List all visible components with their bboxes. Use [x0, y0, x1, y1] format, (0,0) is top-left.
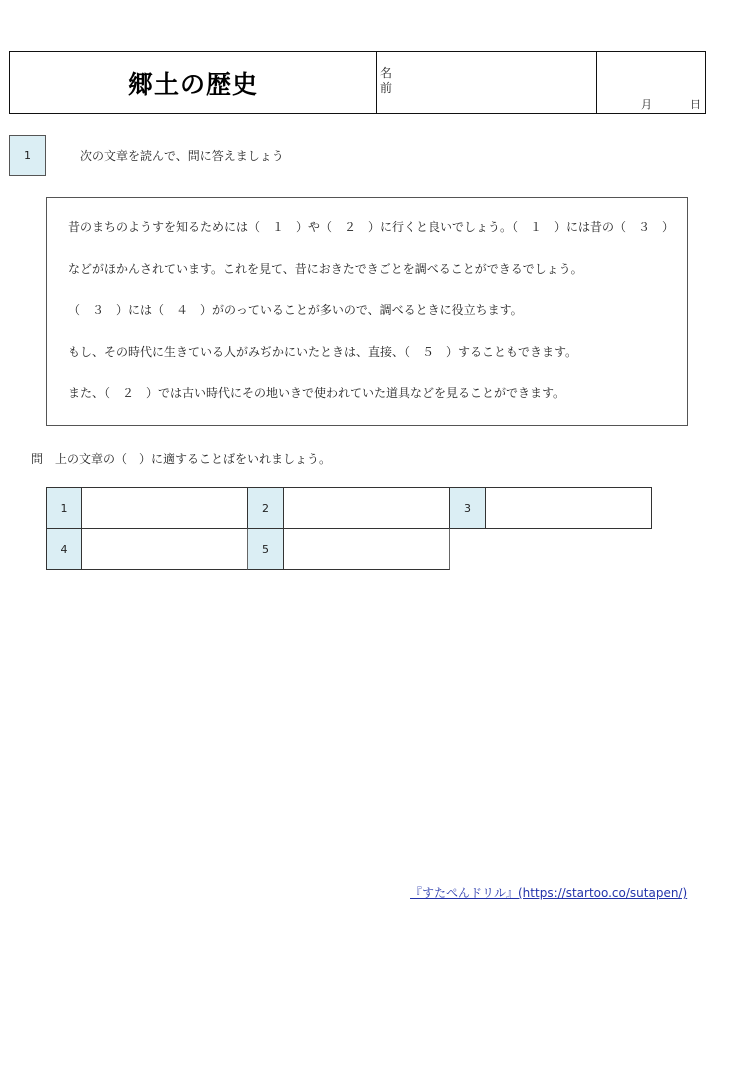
question-prompt: 問 上の文章の（ ）に適することばをいれましょう。 — [31, 452, 332, 466]
answer-cell-3 — [450, 487, 652, 529]
date-field[interactable] — [597, 52, 705, 113]
passage-line: （ ３ ）には（ ４ ）がのっていることが多いので、調べるときに役立ちます。 — [68, 303, 523, 318]
answer-cell-5 — [248, 528, 450, 570]
source-link[interactable]: 『すたぺんドリル』(https://startoo.co/sutapen/) — [410, 886, 688, 900]
answer-grid — [46, 487, 652, 570]
question-number-badge: 1 — [9, 135, 46, 176]
answer-number: 1 — [46, 487, 82, 529]
page-title: 郷土の歴史 — [127, 69, 258, 99]
passage-line: などがほかんされています。これを見て、昔におきたできごとを調べることができるでしょう。 — [68, 261, 583, 276]
answer-input-1[interactable] — [82, 487, 248, 529]
passage-line: 昔のまちのようすを知るためには（ １ ）や（ ２ ）に行くと良いでしょう。（ １ ）には昔の（ ３ ） — [68, 220, 675, 234]
day-label: 日 — [690, 98, 701, 111]
name-field[interactable] — [377, 52, 597, 113]
answer-input-5[interactable] — [284, 528, 450, 570]
reading-passage — [46, 197, 688, 426]
passage-line: もし、その時代に生きている人がみぢかにいたときは、直接、（ ５ ）することもできます。 — [68, 344, 578, 359]
month-label: 月 — [641, 98, 652, 111]
answer-number: 3 — [450, 487, 486, 529]
name-label: 名前 — [380, 66, 393, 95]
question-instruction: 次の文章を読んで、問に答えましょう — [80, 149, 284, 163]
answer-input-3[interactable] — [486, 487, 652, 529]
answer-input-2[interactable] — [284, 487, 450, 529]
answer-cell-4 — [46, 528, 248, 570]
title-cell — [10, 52, 377, 113]
answer-cell-2 — [248, 487, 450, 529]
answer-cell-1 — [46, 487, 248, 529]
answer-number: 2 — [248, 487, 284, 529]
answer-number: 4 — [46, 528, 82, 570]
worksheet-header — [9, 51, 706, 114]
passage-line: また、（ ２ ）では古い時代にその地いきで使われていた道具などを見ることができます。 — [68, 386, 566, 401]
answer-number: 5 — [248, 528, 284, 570]
answer-input-4[interactable] — [82, 528, 248, 570]
